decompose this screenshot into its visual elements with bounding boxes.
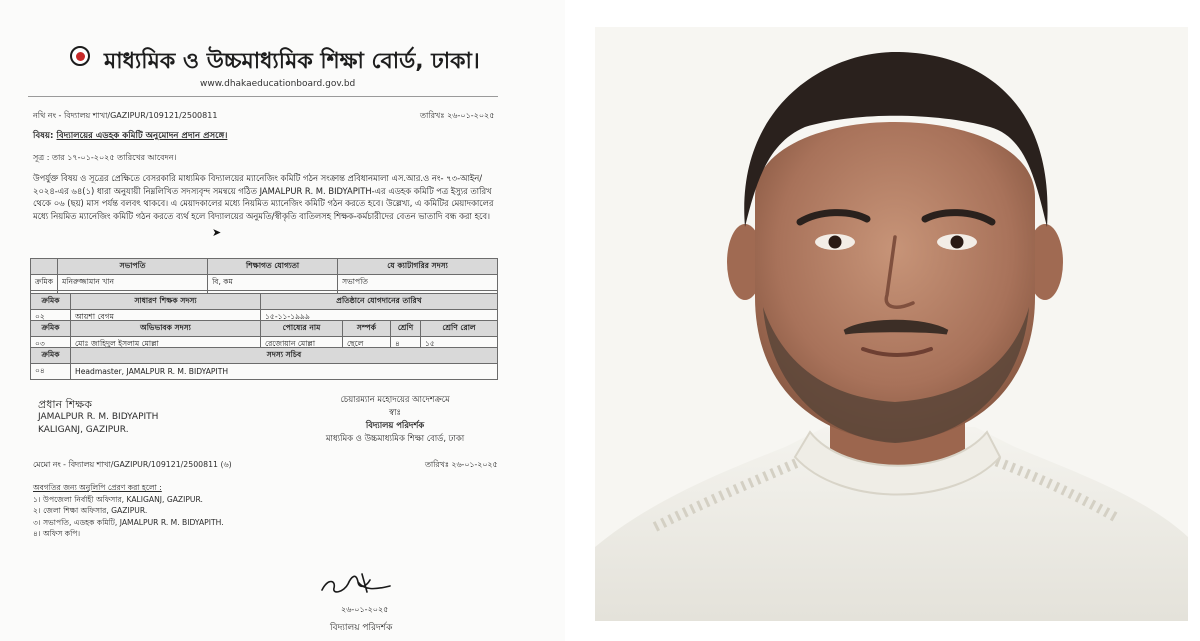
header-divider (28, 96, 498, 97)
recipient-school: JAMALPUR R. M. BIDYAPITH (38, 412, 159, 422)
cc-item: ২। জেলা শিক্ষা অফিসার, GAZIPUR. (33, 506, 148, 515)
table3-class: ৪ (391, 337, 421, 353)
table3-name: মোঃ জাহিদুল ইসলাম মোল্লা (71, 337, 261, 353)
table2-joindate: ১৫-১১-১৯৯৯ (261, 310, 498, 326)
subject-line (33, 129, 227, 143)
handwritten-signature (318, 568, 394, 598)
memo2-date: তারিখঃ ২৬-০১-২০২৫ (425, 460, 498, 469)
order-line-4: মাধ্যমিক ও উচ্চমাধ্যমিক শিক্ষা বোর্ড, ঢাকা (325, 433, 465, 443)
table1-header-qualification: শিক্ষাগত যোগ্যতা (208, 259, 338, 275)
order-line-3: বিদ্যালয় পরিদর্শক (365, 420, 425, 430)
memo-number: নথি নং - বিদ্যালয় শাখা/GAZIPUR/109121/2500811 (33, 111, 218, 120)
table1-qualification: বি, কম (208, 275, 338, 291)
order-block (300, 393, 490, 445)
table4-name: Headmaster, JAMALPUR R. M. BIDYAPITH (71, 364, 498, 380)
mouse-cursor-icon: ➤ (212, 226, 222, 239)
table3-serial: ০৩ (31, 337, 71, 353)
table1-name: মনিরুজ্জামান খান (58, 275, 208, 291)
man-portrait-illustration (595, 27, 1188, 621)
signature-date: ২৬-০১-২০২৫ (341, 605, 389, 614)
table3-roll: ১৫ (421, 337, 498, 353)
signature-title: বিদ্যালয় পরিদর্শক (330, 623, 393, 633)
table1-serial-label: ক্রমিক (31, 275, 58, 291)
table3-header-guardian: অভিভাবক সদস্য (71, 321, 261, 337)
table4-header-serial: ক্রমিক (31, 348, 71, 364)
table2-header-joindate: প্রতিষ্ঠানে যোগদানের তারিখ (261, 294, 498, 310)
cc-item: ৩। সভাপতি, এডহক কমিটি, JAMALPUR R. M. BIDYAPITH. (33, 517, 224, 527)
cc-item: ১। উপজেলা নির্বাহী অফিসার, KALIGANJ, GAZIPUR. (33, 494, 203, 504)
table1-header-category: যে ক্যাটাগরির সদস্য (338, 259, 498, 275)
memo-date: তারিখঃ ২৬-০১-২০২৫ (420, 111, 495, 120)
recipient-address: KALIGANJ, GAZIPUR. (38, 425, 129, 435)
order-line-2: স্বাঃ (389, 407, 401, 417)
table2-header-serial: ক্রমিক (31, 294, 71, 310)
table3-header-roll: শ্রেণি রোল (421, 321, 498, 337)
table3-header-serial: ক্রমিক (31, 321, 71, 337)
reference-line: সূত্র : তার ১৭-০১-২০২৫ তারিখের আবেদন। (33, 153, 177, 162)
table3-header-class: শ্রেণি (391, 321, 421, 337)
board-title: মাধ্যমিক ও উচ্চমাধ্যমিক শিক্ষা বোর্ড, ঢাকা। (104, 49, 480, 74)
recipient-title: প্রধান শিক্ষক (38, 398, 92, 411)
secretary-table (30, 347, 498, 380)
table2-name: আয়শা বেগম (71, 310, 261, 326)
subject-label: বিষয়: (33, 131, 54, 141)
order-line-1: চেয়ারম্যান মহোদয়ের আদেশক্রমে (340, 394, 450, 404)
table3-ward: রেজোয়ান মোল্লা (261, 337, 343, 353)
recipient-block (38, 398, 158, 437)
letter-body: উপর্যুক্ত বিষয় ও সূত্রের প্রেক্ষিতে বেসরকারি মাধ্যমিক বিদ্যালয়ের ম্যানেজিং কমিটি গঠন সংক্রান্ত প্রবিধানমালা এস.আর.ও নং- ৭৩-আইন/২০২৪-এর ৬৪(১) ধারা অনুযায়ী নিম্নলিখিত সদস্যবৃন্দ সমন্বয়ে গঠিত JAMALPUR R. M. BIDYAPITH-এর এডহক কমিটি পত্র ইস্যুর তারিখ থেকে ০৬ (ছয়) মাস পর্যন্ত বলবৎ থাকবে। এ মেয়াদকালের মধ্যে নিয়মিত ম্যানেজিং কমিটি গঠন করতে হবে। উল্লেখ্য, এ কমিটির মেয়াদকালের মধ্যে নিয়মিত ম্যানেজিং কমিটি গঠন করতে ব্যর্থ হলে বিদ্যালয়ের অনুমতি/স্বীকৃতি বাতিলসহ শিক্ষক-কর্মচারীদের বেতন ভাতাদি বন্ধ করা হবে। (33, 173, 494, 221)
table2-serial: ০২ (31, 310, 71, 326)
table3-header-ward: পোষ্যের নাম (261, 321, 343, 337)
table1-header-president: সভাপতি (58, 259, 208, 275)
board-website: www.dhakaeducationboard.gov.bd (200, 79, 356, 89)
table4-header-secretary: সদস্য সচিব (71, 348, 498, 364)
table3-header-relation: সম্পর্ক (343, 321, 391, 337)
cc-item: ৪। অফিস কপি। (33, 529, 81, 538)
table4-serial: ০৪ (31, 364, 71, 380)
table3-relation: ছেলে (343, 337, 391, 353)
portrait-photo (595, 27, 1188, 621)
cc-title: অবগতির জন্য অনুলিপি প্রেরণ করা হলো : (33, 483, 162, 492)
board-logo-icon (70, 46, 90, 66)
letter-document (0, 0, 565, 641)
memo2-number: মেমো নং - বিদ্যালয় শাখা/GAZIPUR/109121/2500811 (৬) (33, 460, 232, 469)
subject-text: বিদ্যালয়ের এডহক কমিটি অনুমোদন প্রদান প্রসঙ্গে। (56, 131, 228, 141)
table1-category: সভাপতি (338, 275, 498, 291)
table2-header-teacher: সাধারণ শিক্ষক সদস্য (71, 294, 261, 310)
cc-list (33, 482, 224, 540)
